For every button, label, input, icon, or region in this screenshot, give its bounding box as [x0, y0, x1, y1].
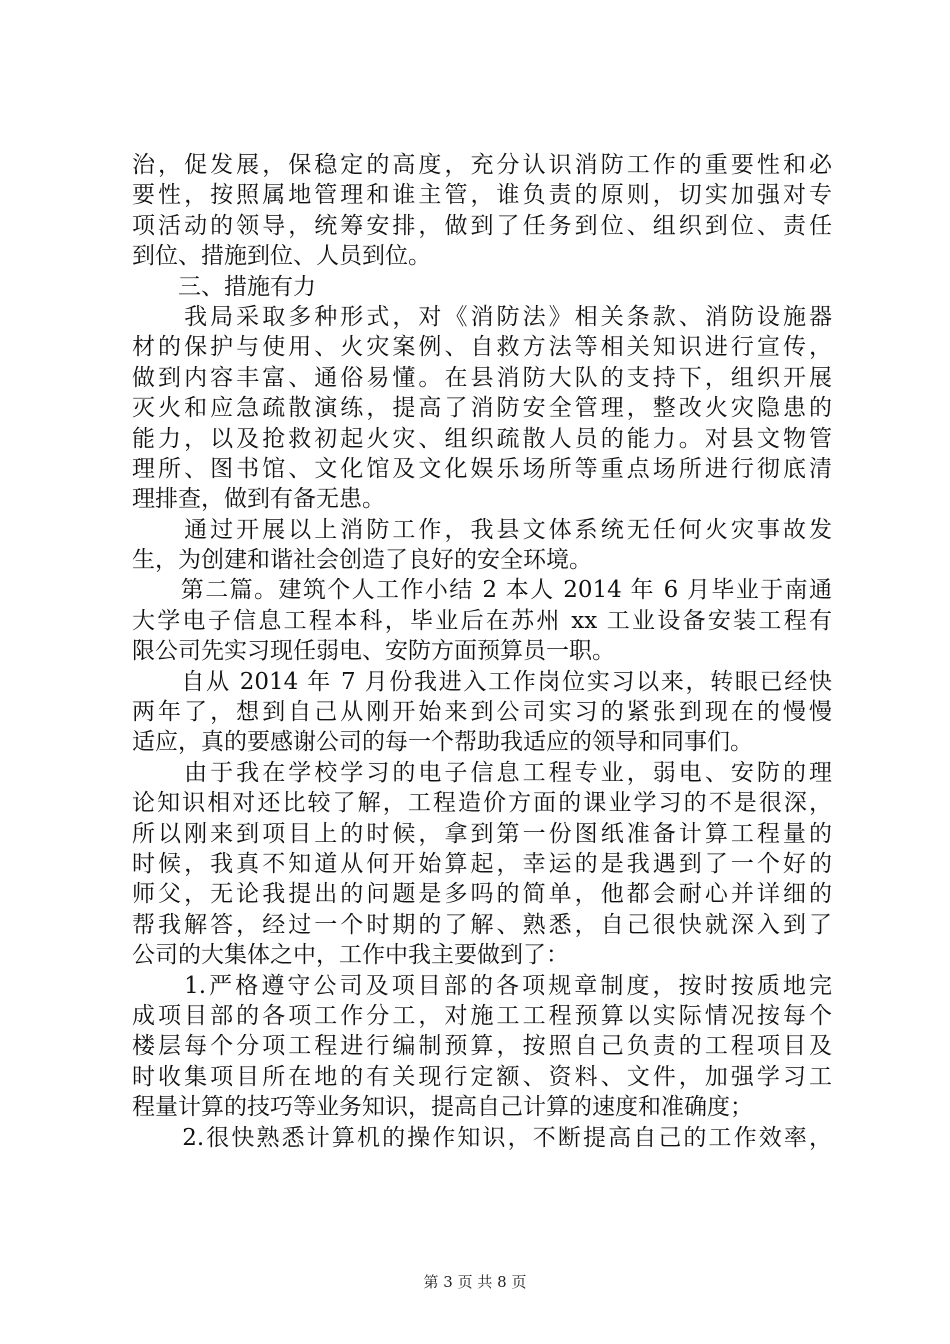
text-line: 第二篇。建筑个人工作小结 2 本人 2014 年 6 月毕业于南通: [132, 577, 832, 604]
text-line: 能力，以及抢救初起火灾、组织疏散人员的能力。对县文物管: [132, 425, 832, 452]
text-line: 项活动的领导，统筹安排，做到了任务到位、组织到位、责任: [132, 212, 832, 239]
text-line: 所以刚来到项目上的时候，拿到第一份图纸准备计算工程量的: [132, 820, 832, 847]
text-line: 师父，无论我提出的问题是多吗的简单，他都会耐心并详细的: [132, 881, 832, 908]
page-footer: 第 3 页 共 8 页: [423, 1273, 527, 1291]
text-line: 由于我在学校学习的电子信息工程专业，弱电、安防的理: [132, 759, 832, 786]
text-line: 论知识相对还比较了解，工程造价方面的课业学习的不是很深，: [132, 790, 832, 817]
text-line: 通过开展以上消防工作，我县文体系统无任何火灾事故发: [132, 516, 832, 543]
text-line: 要性，按照属地管理和谁主管，谁负责的原则，切实加强对专: [132, 182, 832, 209]
text-line: 楼层每个分项工程进行编制预算，按照自己负责的工程项目及: [132, 1033, 832, 1060]
text-line: 时候，我真不知道从何开始算起，幸运的是我遇到了一个好的: [132, 850, 832, 877]
text-line: 适应，真的要感谢公司的每一个帮助我适应的领导和同事们。: [132, 729, 753, 756]
document-body: [132, 150, 832, 1153]
text-line: 公司的大集体之中，工作中我主要做到了：: [132, 942, 569, 969]
text-line: 1.严格遵守公司及项目部的各项规章制度，按时按质地完: [132, 972, 832, 999]
text-line: 限公司先实习现任弱电、安防方面预算员一职。: [132, 638, 615, 665]
text-line: 灭火和应急疏散演练，提高了消防安全管理，整改火灾隐患的: [132, 395, 832, 422]
text-line: 帮我解答，经过一个时期的了解、熟悉，自己很快就深入到了: [132, 911, 832, 938]
text-line: 治，促发展，保稳定的高度，充分认识消防工作的重要性和必: [132, 152, 832, 178]
text-line: 理排查，做到有备无患。: [132, 486, 385, 513]
text-line: 时收集项目所在地的有关现行定额、资料、文件，加强学习工: [132, 1063, 832, 1090]
text-line: 2.很快熟悉计算机的操作知识，不断提高自己的工作效率，: [132, 1124, 832, 1151]
text-line: 生，为创建和谐社会创造了良好的安全环境。: [132, 547, 592, 574]
text-line: 两年了，想到自己从刚开始来到公司实习的紧张到现在的慢慢: [132, 699, 832, 726]
text-line: 程量计算的技巧等业务知识，提高自己计算的速度和准确度；: [132, 1094, 753, 1121]
text-line: 自从 2014 年 7 月份我进入工作岗位实习以来，转眼已经快: [132, 668, 832, 695]
text-line: 材的保护与使用、火灾案例、自救方法等相关知识进行宣传，: [132, 334, 832, 361]
text-line: 到位、措施到位、人员到位。: [132, 243, 431, 270]
text-line: 理所、图书馆、文化馆及文化娱乐场所等重点场所进行彻底清: [132, 455, 832, 482]
text-line: 大学电子信息工程本科，毕业后在苏州 xx 工业设备安装工程有: [132, 607, 832, 634]
text-line: 我局采取多种形式，对《消防法》相关条款、消防设施器: [132, 303, 832, 330]
text-line: 成项目部的各项工作分工，对施工工程预算以实际情况按每个: [132, 1002, 832, 1029]
text-line: 三、措施有力: [132, 273, 316, 300]
text-line: 做到内容丰富、通俗易懂。在县消防大队的支持下，组织开展: [132, 364, 832, 391]
